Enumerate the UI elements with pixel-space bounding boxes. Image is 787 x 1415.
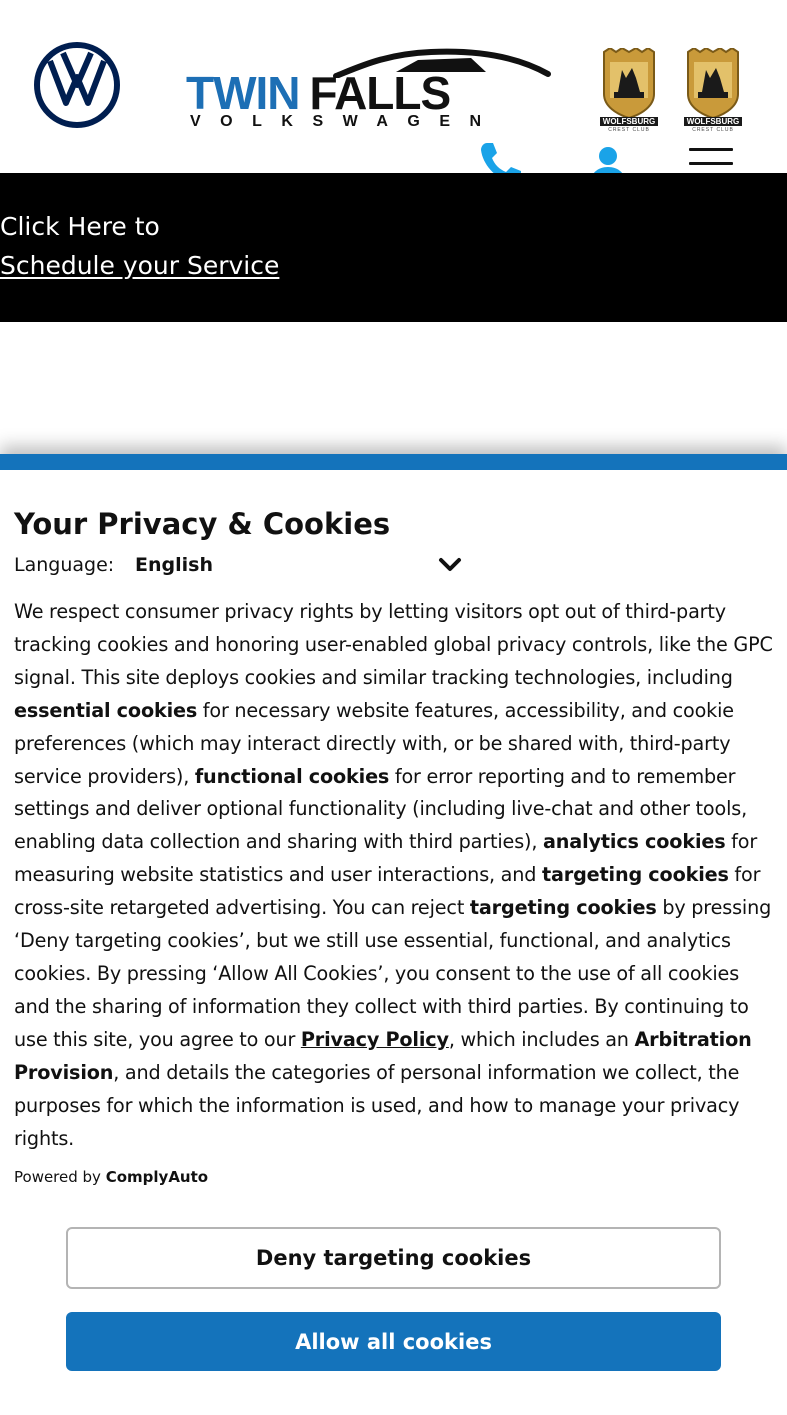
body-text-segment: for error reporting and to remember settings and deliver optional functionality (including live-chat and other tools, enabling data collection and sharing with third parties), — [14, 764, 748, 854]
privacy-policy-link[interactable]: Privacy Policy — [300, 1027, 449, 1051]
targeting-cookies-term: targeting cookies — [541, 863, 729, 887]
essential-cookies-term: essential cookies — [14, 698, 198, 722]
body-text-segment: for cross-site retargeted advertising. You can reject — [14, 863, 761, 920]
powered-by-prefix: Powered by — [14, 1168, 106, 1186]
body-text-segment: by pressing ‘Deny targeting cookies’, but we still use essential, functional, and analytics cookies. By pressing ‘Allow All Cookies’, you consent to the use of all cookies and the sharing of information they collect with third parties. By continuing to use this site, you agree to our — [14, 896, 772, 1051]
dealer-logo[interactable] — [186, 48, 552, 136]
powered-by — [14, 1167, 208, 1187]
body-text-segment: for necessary website features, accessibility, and cookie preferences (which may interact directly with, or be shared with, third-party service providers), — [14, 698, 734, 788]
body-text-segment: We respect consumer privacy rights by letting visitors opt out of third-party tracking cookies and honoring user-enabled global privacy controls, like the GPC signal. This site deploys cookies and similar tracking technologies, including — [14, 600, 773, 689]
brand-falls-text: FALLS — [309, 67, 451, 119]
body-text-segment: , and details the categories of personal information we collect, the purposes for which the information is used, and how to manage your privacy rights. — [14, 1060, 740, 1150]
banner-text: Click Here to — [0, 212, 160, 241]
deny-targeting-cookies-button[interactable]: Deny targeting cookies — [66, 1227, 721, 1289]
service-banner — [0, 173, 787, 322]
chevron-down-icon — [438, 555, 462, 575]
schedule-service-link[interactable]: Schedule your Service — [0, 251, 280, 280]
language-value: English — [135, 554, 213, 576]
privacy-consent-panel — [0, 454, 787, 1415]
dealer-name — [186, 67, 552, 119]
crest-sub-label: CREST CLUB — [608, 127, 650, 133]
wolfsburg-crest-badge — [600, 48, 658, 136]
brand-twin-text: TWIN — [186, 67, 300, 119]
crest-icon — [600, 48, 658, 118]
crest-sub-label: CREST CLUB — [692, 127, 734, 133]
site-header — [0, 0, 787, 173]
crest-label: WOLFSBURG — [600, 117, 658, 126]
privacy-title: Your Privacy & Cookies — [14, 507, 391, 541]
crest-icon — [684, 48, 742, 118]
functional-cookies-term: functional cookies — [194, 764, 390, 788]
complyauto-brand: ComplyAuto — [105, 1168, 209, 1186]
targeting-cookies-term: targeting cookies — [469, 896, 657, 920]
banner-link-container — [0, 250, 787, 282]
hamburger-menu-icon[interactable] — [689, 148, 735, 170]
privacy-description — [14, 596, 776, 1155]
vw-logo[interactable] — [33, 41, 121, 129]
body-text-segment: for measuring website statistics and user interactions, and — [14, 830, 758, 887]
crest-label: WOLFSBURG — [684, 117, 742, 126]
dealer-brand-subtitle: VOLKSWAGEN — [190, 113, 501, 130]
wolfsburg-crest-badge — [684, 48, 742, 136]
analytics-cookies-term: analytics cookies — [542, 830, 726, 854]
allow-all-cookies-button[interactable]: Allow all cookies — [66, 1312, 721, 1371]
language-label: Language: — [14, 554, 115, 576]
arbitration-provision-term: Arbitration Provision — [14, 1027, 752, 1084]
body-text-segment: , which includes an — [448, 1027, 635, 1051]
language-select[interactable] — [135, 550, 465, 580]
